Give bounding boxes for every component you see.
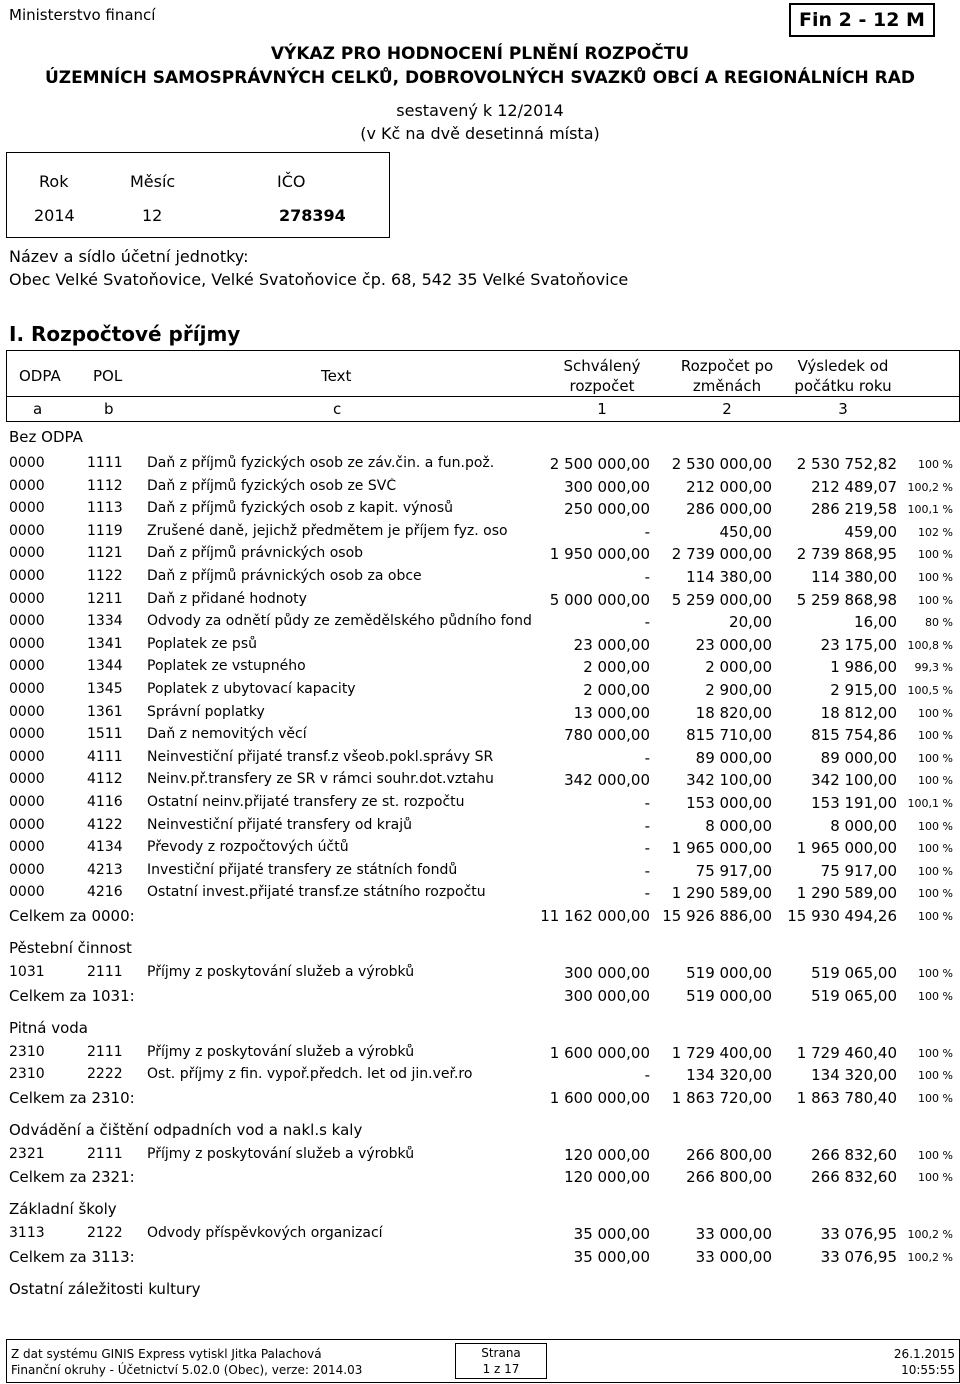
col-pol: POL — [93, 367, 123, 385]
budget-cell: - — [644, 568, 650, 586]
pol-cell: 4213 — [87, 861, 123, 878]
result-cell: 1 729 460,40 — [796, 1043, 897, 1062]
table-row — [0, 613, 960, 633]
pol-cell: 2111 — [87, 964, 123, 980]
text-cell: Poplatek z ubytovací kapacity — [147, 681, 356, 697]
changed-budget-cell: 286 000,00 — [686, 500, 772, 519]
result-cell: 519 065,00 — [811, 964, 897, 982]
budget-cell: - — [644, 522, 650, 541]
text-cell: Ost. příjmy z fin. vypoř.předch. let od jin.veř.ro — [147, 1066, 473, 1083]
group-heading: Základní školy — [9, 1200, 117, 1219]
budget-cell: 1 600 000,00 — [549, 1043, 650, 1062]
percent-cell: 100 % — [918, 1069, 953, 1083]
pol-cell: 4122 — [87, 816, 123, 833]
changed-budget-cell: 33 000,00 — [695, 1225, 772, 1244]
changed-budget-cell: 153 000,00 — [686, 794, 772, 812]
total-budget: 11 162 000,00 — [540, 907, 650, 925]
odpa-cell: 0000 — [9, 816, 45, 833]
odpa-cell: 0000 — [9, 658, 45, 675]
result-cell: 342 100,00 — [811, 771, 897, 790]
percent-cell: 100,2 % — [907, 1228, 953, 1242]
changed-budget-cell: 75 917,00 — [695, 861, 772, 880]
percent-cell: 100 % — [918, 593, 953, 607]
table-row — [0, 1146, 960, 1166]
total-label: Celkem za 0000: — [9, 907, 135, 925]
entity-name: Obec Velké Svatoňovice, Velké Svatoňovice čp. 68, 542 35 Velké Svatoňovice — [9, 270, 629, 289]
total-label: Celkem za 3113: — [9, 1248, 135, 1266]
odpa-cell: 0000 — [9, 477, 45, 494]
month-label: Měsíc — [130, 172, 176, 191]
page-number-box — [455, 1343, 547, 1379]
table-row — [0, 726, 960, 746]
total-budget: 1 600 000,00 — [549, 1088, 650, 1107]
total-percent: 100 % — [918, 1091, 953, 1105]
budget-cell: - — [644, 861, 650, 880]
percent-cell: 100 % — [918, 751, 953, 765]
table-row — [0, 545, 960, 565]
odpa-cell: 0000 — [9, 726, 45, 743]
group-heading: Bez ODPA — [9, 428, 83, 446]
total-percent: 100,2 % — [907, 1251, 953, 1264]
total-result: 519 065,00 — [811, 986, 897, 1005]
changed-budget-cell: 23 000,00 — [695, 635, 772, 654]
result-cell: 459,00 — [844, 522, 897, 541]
percent-cell: 80 % — [925, 616, 953, 630]
report-period: sestavený k 12/2014 — [396, 101, 564, 120]
table-row — [0, 839, 960, 859]
changed-budget-cell: 342 100,00 — [686, 771, 772, 790]
budget-cell: - — [644, 1066, 650, 1085]
total-label: Celkem za 2321: — [9, 1168, 135, 1187]
footer-source-line1: Z dat systému GINIS Express vytiskl Jitka Palachová — [11, 1347, 322, 1361]
result-cell: 286 219,58 — [811, 500, 897, 519]
odpa-cell: 0000 — [9, 568, 45, 584]
percent-cell: 100 % — [918, 819, 953, 833]
pol-cell: 4116 — [87, 794, 123, 810]
col-idx-1: 1 — [597, 400, 607, 418]
result-cell: 23 175,00 — [820, 635, 897, 654]
ico-value: 278394 — [279, 206, 346, 225]
result-cell: 2 739 868,95 — [796, 545, 897, 564]
result-cell: 212 489,07 — [811, 477, 897, 496]
changed-budget-cell: 18 820,00 — [695, 703, 772, 722]
table-header — [6, 350, 960, 422]
percent-cell: 100,2 % — [907, 480, 953, 494]
budget-cell: 2 000,00 — [583, 658, 650, 677]
table-row — [0, 884, 960, 904]
text-cell: Daň z příjmů fyzických osob ze SVČ — [147, 477, 397, 494]
total-row — [0, 1248, 960, 1268]
table-row — [0, 704, 960, 724]
text-cell: Daň z přidané hodnoty — [147, 590, 307, 607]
pol-cell: 1112 — [87, 477, 123, 494]
odpa-cell: 0000 — [9, 590, 45, 607]
pol-cell: 2111 — [87, 1043, 123, 1060]
identification-box — [6, 152, 390, 238]
pol-cell: 1511 — [87, 726, 123, 743]
col-budget-l1: Schválený — [563, 357, 641, 375]
odpa-cell: 0000 — [9, 455, 45, 471]
total-changed-budget: 266 800,00 — [686, 1168, 772, 1187]
percent-cell: 100 % — [918, 1148, 953, 1162]
text-cell: Neinvestiční přijaté transfery od krajů — [147, 816, 413, 833]
text-cell: Daň z příjmů právnických osob — [147, 545, 364, 562]
odpa-cell: 2310 — [9, 1043, 45, 1060]
changed-budget-cell: 1 965 000,00 — [671, 839, 772, 858]
total-percent: 100 % — [918, 1171, 953, 1185]
odpa-cell: 2310 — [9, 1066, 45, 1083]
text-cell: Poplatek ze vstupného — [147, 658, 306, 675]
changed-budget-cell: 266 800,00 — [686, 1145, 772, 1164]
budget-cell: - — [644, 748, 650, 767]
result-cell: 153 191,00 — [811, 794, 897, 812]
changed-budget-cell: 1 290 589,00 — [671, 884, 772, 903]
budget-cell: 5 000 000,00 — [549, 590, 650, 609]
odpa-cell: 0000 — [9, 703, 45, 720]
budget-cell: 300 000,00 — [564, 964, 650, 982]
entity-label: Název a sídlo účetní jednotky: — [9, 247, 249, 266]
changed-budget-cell: 1 729 400,00 — [671, 1043, 772, 1062]
changed-budget-cell: 519 000,00 — [686, 964, 772, 982]
budget-cell: - — [644, 884, 650, 903]
table-row — [0, 1044, 960, 1064]
group-heading: Ostatní záležitosti kultury — [9, 1280, 201, 1298]
odpa-cell: 0000 — [9, 500, 45, 517]
table-row — [0, 817, 960, 837]
odpa-cell: 3113 — [9, 1225, 45, 1242]
percent-cell: 100 % — [918, 729, 953, 743]
col-result-l1: Výsledek od — [797, 357, 889, 375]
col-idx-a: a — [33, 400, 43, 418]
total-result: 266 832,60 — [811, 1168, 897, 1187]
changed-budget-cell: 212 000,00 — [686, 477, 772, 496]
result-cell: 89 000,00 — [820, 748, 897, 767]
total-changed-budget: 1 863 720,00 — [671, 1088, 772, 1107]
section-title: I. Rozpočtové příjmy — [9, 322, 241, 346]
table-row — [0, 523, 960, 543]
table-row — [0, 658, 960, 678]
table-row — [0, 862, 960, 882]
year-label: Rok — [39, 172, 69, 191]
result-cell: 815 754,86 — [811, 726, 897, 745]
col-idx-c: c — [333, 400, 342, 418]
budget-cell: 2 000,00 — [583, 681, 650, 699]
budget-cell: - — [644, 816, 650, 835]
pol-cell: 1344 — [87, 658, 123, 675]
footer-page-value: 1 z 17 — [482, 1362, 520, 1376]
changed-budget-cell: 5 259 000,00 — [671, 590, 772, 609]
odpa-cell: 0000 — [9, 839, 45, 856]
odpa-cell: 2321 — [9, 1145, 45, 1162]
percent-cell: 100 % — [918, 864, 953, 878]
odpa-cell: 0000 — [9, 545, 45, 562]
percent-cell: 100 % — [918, 458, 953, 471]
text-cell: Ostatní neinv.přijaté transfery ze st. rozpočtu — [147, 794, 465, 810]
col-changed-l1: Rozpočet po — [680, 357, 774, 375]
changed-budget-cell: 8 000,00 — [705, 816, 772, 835]
footer-page-label: Strana — [481, 1346, 521, 1360]
table-row — [0, 478, 960, 498]
ico-label: IČO — [277, 172, 306, 191]
total-changed-budget: 519 000,00 — [686, 986, 772, 1005]
col-idx-3: 3 — [838, 400, 848, 418]
percent-cell: 99,3 % — [914, 661, 953, 675]
total-budget: 120 000,00 — [564, 1168, 650, 1187]
pol-cell: 4111 — [87, 748, 123, 765]
odpa-cell: 1031 — [9, 964, 45, 980]
pol-cell: 1361 — [87, 703, 123, 720]
text-cell: Odvody příspěvkových organizací — [147, 1225, 383, 1242]
table-row — [0, 1225, 960, 1245]
pol-cell: 1345 — [87, 681, 123, 697]
total-label: Celkem za 2310: — [9, 1088, 135, 1107]
table-row — [0, 681, 960, 701]
text-cell: Daň z příjmů fyzických osob ze záv.čin. a fun.pož. — [147, 455, 495, 471]
odpa-cell: 0000 — [9, 861, 45, 878]
footer-time: 10:55:55 — [901, 1363, 955, 1377]
group-heading: Pitná voda — [9, 1018, 88, 1037]
budget-cell: 1 950 000,00 — [549, 545, 650, 564]
pol-cell: 1122 — [87, 568, 123, 584]
col-odpa: ODPA — [19, 367, 61, 385]
result-cell: 33 076,95 — [820, 1225, 897, 1244]
percent-cell: 100 % — [918, 774, 953, 788]
changed-budget-cell: 114 380,00 — [686, 568, 772, 586]
percent-cell: 100,1 % — [907, 503, 953, 517]
text-cell: Správní poplatky — [147, 703, 265, 720]
changed-budget-cell: 2 739 000,00 — [671, 545, 772, 564]
report-title-line2: ÚZEMNÍCH SAMOSPRÁVNÝCH CELKŮ, DOBROVOLNÝCH SVAZKŮ OBCÍ A REGIONÁLNÍCH RAD — [44, 68, 916, 88]
result-cell: 1 986,00 — [830, 658, 897, 677]
changed-budget-cell: 2 900,00 — [705, 681, 772, 699]
pol-cell: 2122 — [87, 1225, 123, 1242]
total-row — [0, 1168, 960, 1188]
odpa-cell: 0000 — [9, 681, 45, 697]
col-idx-2: 2 — [722, 400, 732, 418]
total-result: 1 863 780,40 — [796, 1088, 897, 1107]
budget-cell: 342 000,00 — [564, 771, 650, 790]
pol-cell: 1341 — [87, 635, 123, 652]
percent-cell: 100 % — [918, 842, 953, 856]
changed-budget-cell: 815 710,00 — [686, 726, 772, 745]
report-unit: (v Kč na dvě desetinná místa) — [360, 124, 600, 143]
budget-cell: 780 000,00 — [564, 726, 650, 745]
budget-cell: 13 000,00 — [573, 703, 650, 722]
result-cell: 2 530 752,82 — [796, 455, 897, 473]
changed-budget-cell: 89 000,00 — [695, 748, 772, 767]
total-changed-budget: 33 000,00 — [695, 1248, 772, 1266]
budget-cell: - — [644, 794, 650, 812]
total-label: Celkem za 1031: — [9, 986, 135, 1005]
total-row — [0, 1089, 960, 1109]
percent-cell: 100 % — [918, 706, 953, 720]
table-row — [0, 500, 960, 520]
result-cell: 2 915,00 — [830, 681, 897, 699]
col-text: Text — [321, 367, 352, 385]
pol-cell: 4216 — [87, 884, 123, 901]
result-cell: 5 259 868,98 — [796, 590, 897, 609]
table-row — [0, 771, 960, 791]
total-result: 33 076,95 — [820, 1248, 897, 1266]
percent-cell: 100 % — [918, 571, 953, 584]
table-row — [0, 636, 960, 656]
budget-cell: 120 000,00 — [564, 1145, 650, 1164]
budget-cell: 250 000,00 — [564, 500, 650, 519]
table-row — [0, 568, 960, 588]
text-cell: Daň z příjmů právnických osob za obce — [147, 568, 422, 584]
total-percent: 100 % — [918, 910, 953, 923]
total-percent: 100 % — [918, 989, 953, 1003]
total-budget: 35 000,00 — [573, 1248, 650, 1266]
pol-cell: 2111 — [87, 1145, 123, 1162]
text-cell: Příjmy z poskytování služeb a výrobků — [147, 964, 415, 980]
pol-cell: 4112 — [87, 771, 123, 788]
group-heading: Pěstební činnost — [9, 939, 132, 957]
organization-name: Ministerstvo financí — [9, 6, 156, 24]
percent-cell: 100 % — [918, 1046, 953, 1060]
footer-source-line2: Finanční okruhy - Účetnictví 5.02.0 (Obec), verze: 2014.03 — [11, 1363, 363, 1377]
col-idx-b: b — [104, 400, 114, 418]
text-cell: Neinvestiční přijaté transf.z všeob.pokl.správy SR — [147, 748, 494, 765]
odpa-cell: 0000 — [9, 748, 45, 765]
changed-budget-cell: 20,00 — [729, 613, 772, 632]
year-value: 2014 — [34, 206, 75, 225]
result-cell: 134 320,00 — [811, 1066, 897, 1085]
changed-budget-cell: 134 320,00 — [686, 1066, 772, 1085]
result-cell: 75 917,00 — [820, 861, 897, 880]
total-changed-budget: 15 926 886,00 — [662, 907, 772, 925]
budget-cell: 2 500 000,00 — [549, 455, 650, 473]
text-cell: Investiční přijaté transfery ze státních fondů — [147, 861, 458, 878]
report-title-line1: VÝKAZ PRO HODNOCENÍ PLNĚNÍ ROZPOČTU — [270, 44, 690, 64]
col-changed-l2: změnách — [692, 377, 762, 395]
table-row — [0, 455, 960, 475]
pol-cell: 1211 — [87, 590, 123, 607]
text-cell: Příjmy z poskytování služeb a výrobků — [147, 1145, 415, 1162]
pol-cell: 1334 — [87, 613, 123, 630]
total-budget: 300 000,00 — [564, 986, 650, 1005]
odpa-cell: 0000 — [9, 884, 45, 901]
pol-cell: 2222 — [87, 1066, 123, 1083]
pol-cell: 1111 — [87, 455, 123, 471]
percent-cell: 100 % — [918, 887, 953, 901]
table-row — [0, 1066, 960, 1086]
percent-cell: 100 % — [918, 548, 953, 562]
text-cell: Příjmy z poskytování služeb a výrobků — [147, 1043, 415, 1060]
pol-cell: 1119 — [87, 522, 123, 539]
odpa-cell: 0000 — [9, 522, 45, 539]
text-cell: Daň z nemovitých věcí — [147, 726, 307, 743]
text-cell: Neinv.př.transfery ze SR v rámci souhr.dot.vztahu — [147, 771, 494, 788]
odpa-cell: 0000 — [9, 794, 45, 810]
month-value: 12 — [142, 206, 163, 225]
text-cell: Poplatek ze psů — [147, 635, 257, 652]
table-row — [0, 794, 960, 814]
changed-budget-cell: 2 530 000,00 — [671, 455, 772, 473]
result-cell: 1 965 000,00 — [796, 839, 897, 858]
pol-cell: 1121 — [87, 545, 123, 562]
table-row — [0, 749, 960, 769]
percent-cell: 100,5 % — [907, 684, 953, 697]
group-heading: Odvádění a čištění odpadních vod a nakl.s kaly — [9, 1120, 363, 1139]
odpa-cell: 0000 — [9, 635, 45, 652]
percent-cell: 100 % — [918, 967, 953, 980]
footer-date: 26.1.2015 — [893, 1347, 955, 1361]
odpa-cell: 0000 — [9, 613, 45, 630]
pol-cell: 1113 — [87, 500, 123, 517]
total-row — [0, 987, 960, 1007]
result-cell: 18 812,00 — [820, 703, 897, 722]
result-cell: 114 380,00 — [811, 568, 897, 586]
result-cell: 266 832,60 — [811, 1145, 897, 1164]
col-result-l2: počátku roku — [794, 377, 892, 395]
percent-cell: 100,1 % — [907, 797, 953, 810]
budget-cell: 23 000,00 — [573, 635, 650, 654]
text-cell: Převody z rozpočtových účtů — [147, 839, 349, 856]
text-cell: Daň z příjmů fyzických osob z kapit. výnosů — [147, 500, 454, 517]
table-row — [0, 964, 960, 984]
budget-cell: 300 000,00 — [564, 477, 650, 496]
text-cell: Ostatní invest.přijaté transf.ze státního rozpočtu — [147, 884, 486, 901]
text-cell: Zrušené daně, jejichž předmětem je příjem fyz. oso — [147, 522, 508, 539]
page-footer — [6, 1339, 960, 1383]
percent-cell: 102 % — [918, 525, 953, 539]
budget-cell: - — [644, 839, 650, 858]
changed-budget-cell: 450,00 — [719, 522, 772, 541]
percent-cell: 100,8 % — [907, 638, 953, 652]
budget-cell: - — [644, 613, 650, 632]
changed-budget-cell: 2 000,00 — [705, 658, 772, 677]
result-cell: 16,00 — [854, 613, 897, 632]
pol-cell: 4134 — [87, 839, 123, 856]
form-code: Fin 2 - 12 M — [789, 3, 935, 37]
table-row — [0, 591, 960, 611]
text-cell: Odvody za odnětí půdy ze zemědělského půdního fond — [147, 613, 532, 630]
result-cell: 1 290 589,00 — [796, 884, 897, 903]
col-budget-l2: rozpočet — [569, 377, 635, 395]
budget-cell: 35 000,00 — [573, 1225, 650, 1244]
total-row — [0, 907, 960, 927]
odpa-cell: 0000 — [9, 771, 45, 788]
result-cell: 8 000,00 — [830, 816, 897, 835]
total-result: 15 930 494,26 — [787, 907, 897, 925]
